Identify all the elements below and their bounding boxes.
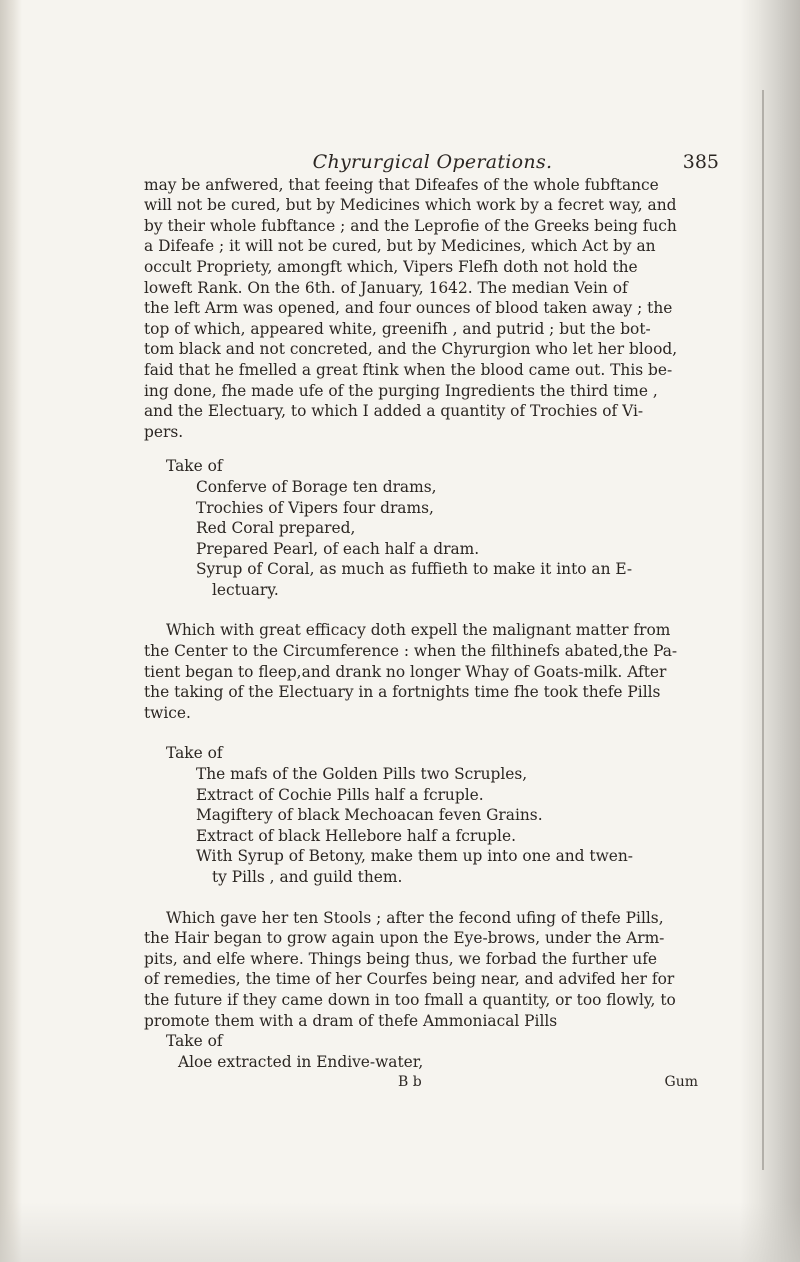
text-line: twice. — [144, 703, 191, 722]
page-header — [144, 152, 719, 173]
recipe-item: Conferve of Borage ten drams, — [196, 477, 437, 496]
text-line: the left Arm was opened, and four ounces of blood taken away ; the — [144, 299, 673, 318]
text-line: tient began to fleep,and drank no longer Whay of Goats-milk. After — [144, 662, 667, 681]
left-page-edge — [0, 0, 22, 1262]
running-head: Chyrurgical Operations. — [312, 151, 553, 173]
recipe-item: Aloe extracted in Endive-water, — [178, 1052, 424, 1071]
recipe-continuation: ty Pills , and guild them. — [212, 868, 403, 886]
recipe-item: Syrup of Coral, as much as fuffieth to make it into an E- — [196, 560, 633, 579]
text-line: will not be cured, but by Medicines which work by a fecret way, and — [144, 196, 677, 215]
recipe-item: The mafs of the Golden Pills two Scruples, — [196, 765, 528, 784]
text-line: pers. — [144, 422, 184, 441]
text-line: Which with great efficacy doth expell the malignant matter from — [166, 621, 671, 640]
text-line: Which gave her ten Stools ; after the fecond ufing of thefe Pills, — [166, 908, 664, 927]
recipe-item: Extract of Cochie Pills half a fcruple. — [196, 785, 484, 804]
text-line: may be anfwered, that feeing that Difeafes of the whole fubftance — [144, 175, 659, 194]
recipe-heading: Take of — [166, 457, 223, 476]
text-line: the Hair began to grow again upon the Eye-brows, under the Arm- — [144, 929, 665, 948]
text-line: pits, and elfe where. Things being thus, we forbad the further ufe — [144, 949, 658, 968]
text-line: ing done, fhe made ufe of the purging Ingredients the third time , — [144, 381, 658, 400]
recipe-continuation: lectuary. — [212, 580, 279, 599]
recipe-item: Extract of black Hellebore half a fcruple. — [196, 826, 516, 845]
recipe-item: With Syrup of Betony, make them up into one and twen- — [196, 847, 633, 866]
text-line: a Difeafe ; it will not be cured, but by Medicines, which Act by an — [144, 237, 656, 256]
bottom-shadow — [0, 1202, 800, 1262]
text-line: the taking of the Electuary in a fortnights time fhe took thefe Pills — [144, 683, 661, 702]
page-footer — [144, 1072, 698, 1093]
text-line: loweft Rank. On the 6th. of January, 1642. The median Vein of — [144, 278, 628, 297]
text-line: by their whole fubftance ; and the Leprofie of the Greeks being fuch — [144, 216, 677, 235]
text-line: faid that he fmelled a great ftink when the blood came out. This be- — [144, 360, 673, 379]
paragraph-1 — [144, 175, 719, 443]
recipe-3 — [144, 1031, 719, 1072]
recipe-item: Trochies of Vipers four drams, — [196, 498, 434, 517]
binding-gutter — [740, 0, 800, 1262]
page-text — [144, 152, 719, 1093]
paragraph-2 — [144, 620, 719, 723]
recipe-heading: Take of — [166, 1032, 223, 1051]
catchword: Gum — [664, 1074, 698, 1091]
text-line: the Center to the Circumference : when the filthinefs abated,the Pa- — [144, 642, 678, 661]
text-line: promote them with a dram of thefe Ammoniacal Pills — [144, 1011, 558, 1030]
recipe-item: Red Coral prepared, — [196, 519, 356, 538]
page-number: 385 — [682, 151, 719, 173]
signature-mark: B b — [398, 1074, 422, 1091]
recipe-2 — [144, 743, 719, 887]
text-line: the future if they came down in too fmall a quantity, or too flowly, to — [144, 990, 676, 1009]
paragraph-3 — [144, 908, 719, 1032]
recipe-item: Prepared Pearl, of each half a dram. — [196, 539, 480, 558]
recipe-heading: Take of — [166, 744, 223, 763]
recipe-1 — [144, 456, 719, 600]
text-line: top of which, appeared white, greenifh , and putrid ; but the bot- — [144, 319, 651, 338]
text-line: occult Propriety, amongft which, Vipers Flefh doth not hold the — [144, 257, 638, 276]
recipe-item: Magiftery of black Mechoacan feven Grains. — [196, 806, 543, 825]
text-line: tom black and not concreted, and the Chyrurgion who let her blood, — [144, 340, 678, 359]
text-line: of remedies, the time of her Courfes being near, and advifed her for — [144, 970, 675, 989]
text-line: and the Electuary, to which I added a quantity of Trochies of Vi- — [144, 402, 644, 421]
